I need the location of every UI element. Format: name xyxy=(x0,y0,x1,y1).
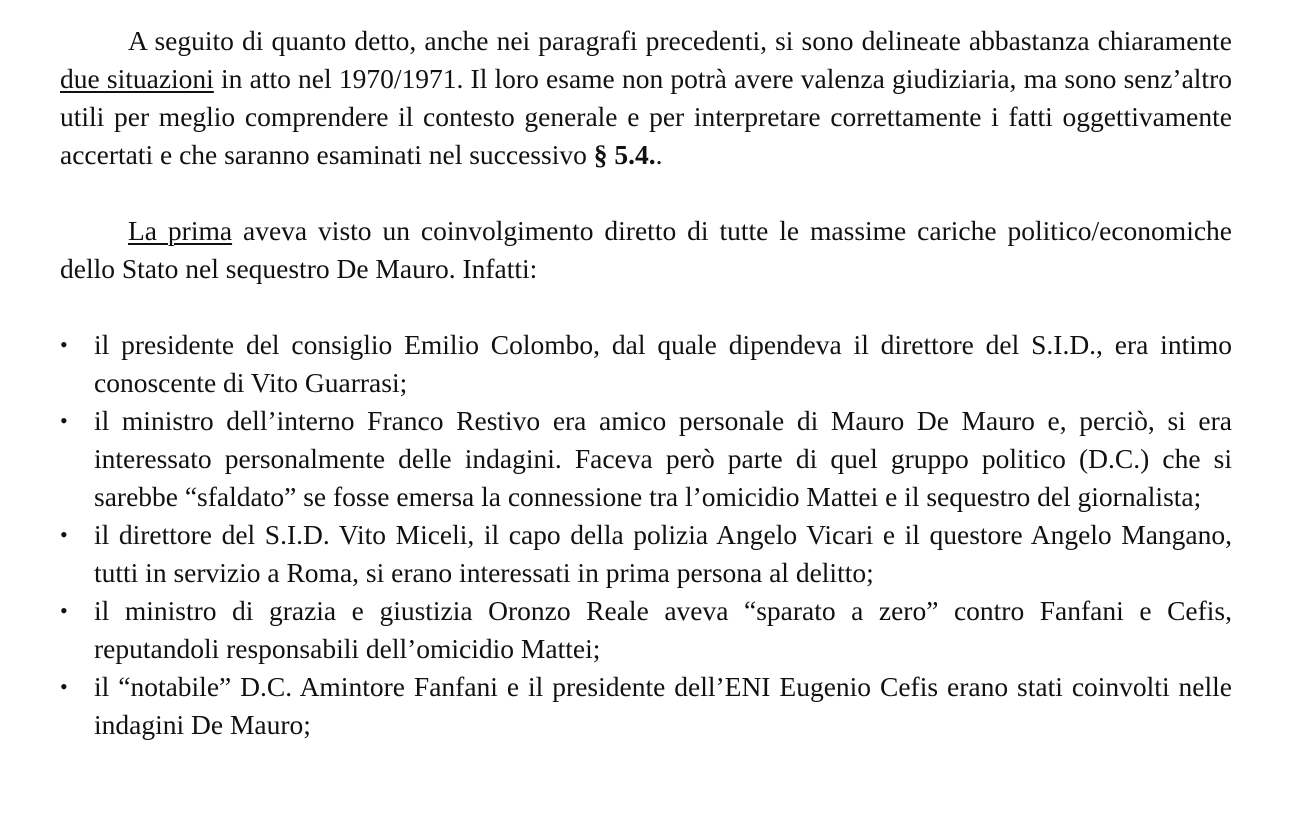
bullet-icon: • xyxy=(60,408,68,433)
bullet-icon: • xyxy=(60,674,68,699)
list-item-text: il ministro dell’interno Franco Restivo era amico personale di Mauro De Mauro e, perciò, si era interessato personalmente delle indagini. Faceva però parte di quel gruppo politico (D.C.) che si sarebbe “sfaldato” se fosse emersa la connessione tra l’omicidio Mattei e il sequestro del giornalista; xyxy=(94,405,1232,512)
document-page xyxy=(60,22,1232,744)
list-item-text: il ministro di grazia e giustizia Oronzo Reale aveva “sparato a zero” contro Fanfani e Cefis, reputandoli responsabili dell’omicidio Mattei; xyxy=(94,595,1232,664)
list-item-text: il direttore del S.I.D. Vito Miceli, il capo della polizia Angelo Vicari e il questore Angelo Mangano, tutti in servizio a Roma, si erano interessati in prima persona al delitto; xyxy=(94,519,1232,588)
bullet-list xyxy=(60,326,1232,744)
list-item xyxy=(60,668,1232,744)
list-item xyxy=(60,516,1232,592)
bullet-icon: • xyxy=(60,598,68,623)
list-item xyxy=(60,592,1232,668)
paragraph-intro-text-1: A seguito di quanto detto, anche nei paragrafi precedenti, si sono delineate abbastanza chiaramente xyxy=(128,25,1232,56)
underlined-phrase-due-situazioni: due situazioni xyxy=(60,63,214,94)
paragraph-intro-text-3: . xyxy=(655,139,663,170)
paragraph-intro-text-2: in atto nel 1970/1971. Il loro esame non potrà avere valenza giudiziaria, ma sono senz’altro utili per meglio comprendere il contesto generale e per interpretare correttamente i fatti oggettivamente accertati e che saranno esaminati nel successivo xyxy=(60,63,1232,170)
bullet-icon: • xyxy=(60,522,68,547)
bullet-icon: • xyxy=(60,332,68,357)
list-item-text: il presidente del consiglio Emilio Colombo, dal quale dipendeva il direttore del S.I.D., era intimo conoscente di Vito Guarrasi; xyxy=(94,329,1232,398)
paragraph-first-situation xyxy=(60,212,1232,288)
paragraph-first-situation-text: aveva visto un coinvolgimento diretto di tutte le massime cariche politico/economiche dello Stato nel sequestro De Mauro. Infatti: xyxy=(60,215,1232,284)
list-item xyxy=(60,326,1232,402)
underlined-phrase-la-prima: La prima xyxy=(128,215,233,246)
list-item-text: il “notabile” D.C. Amintore Fanfani e il presidente dell’ENI Eugenio Cefis erano stati coinvolti nelle indagini De Mauro; xyxy=(94,671,1232,740)
list-item xyxy=(60,402,1232,516)
section-reference: § 5.4. xyxy=(593,139,656,170)
paragraph-intro xyxy=(60,22,1232,174)
